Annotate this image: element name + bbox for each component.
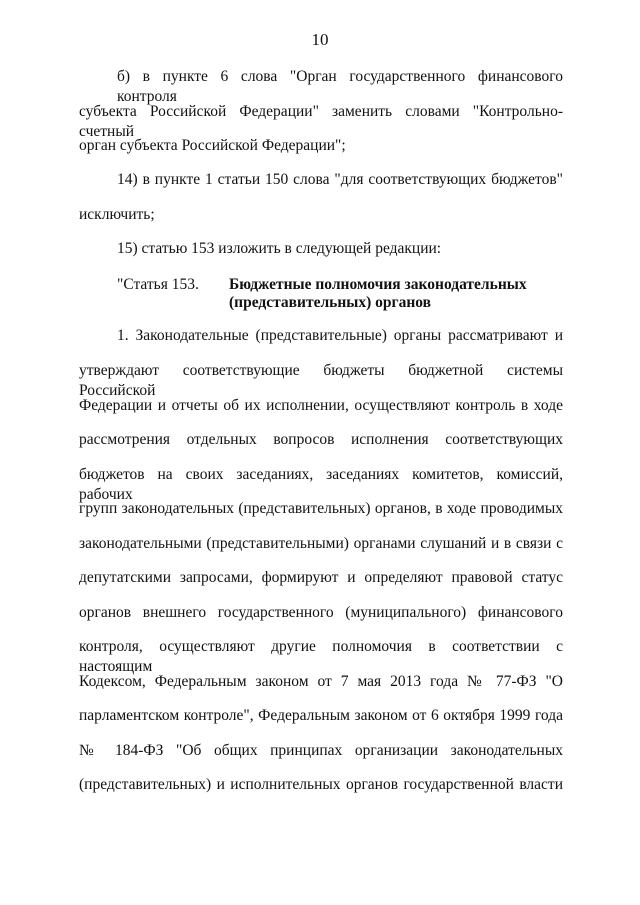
text-line: органов внешнего государственного (муниципального) финансового: [79, 604, 563, 621]
text-line: орган субъекта Российской Федерации";: [79, 137, 346, 154]
text-line: 15) статью 153 изложить в следующей редакции:: [117, 240, 442, 257]
text-line: № 184-ФЗ "Об общих принципах организации законодательных: [79, 742, 563, 759]
article-label: "Статья 153.: [117, 276, 199, 293]
text-line: контроля, осуществляют другие полномочия в соответствии с настоящим: [79, 638, 563, 675]
text-line: 14) в пункте 1 статьи 150 слова "для соответствующих бюджетов": [117, 171, 563, 188]
text-line: б) в пункте 6 слова "Орган государственного финансового контроля: [117, 68, 563, 105]
text-line: Федерации и отчеты об их исполнении, осуществляют контроль в ходе: [79, 397, 563, 414]
text-line: (представительных) и исполнительных органов государственной власти: [79, 776, 563, 793]
text-line: исключить;: [79, 206, 155, 223]
text-line: рассмотрения отдельных вопросов исполнения соответствующих: [79, 431, 563, 448]
article-title-line2: (представительных) органов: [229, 294, 431, 311]
article-title-line1: Бюджетные полномочия законодательных: [229, 276, 527, 293]
text-line: законодательными (представительными) органами слушаний и в связи с: [79, 535, 563, 552]
text-line: 1. Законодательные (представительные) органы рассматривают и: [117, 327, 563, 344]
text-line: Кодексом, Федеральным законом от 7 мая 2013 года № 77-ФЗ "О: [79, 673, 563, 690]
text-line: депутатскими запросами, формируют и определяют правовой статус: [79, 569, 563, 586]
text-line: утверждают соответствующие бюджеты бюджетной системы Российской: [79, 362, 563, 399]
page-number: 10: [311, 30, 329, 49]
text-line: парламентском контроле", Федеральным законом от 6 октября 1999 года: [79, 707, 563, 724]
text-line: бюджетов на своих заседаниях, заседаниях комитетов, комиссий, рабочих: [79, 466, 563, 503]
text-line: групп законодательных (представительных) органов, в ходе проводимых: [79, 500, 563, 517]
text-line: субъекта Российской Федерации" заменить словами "Контрольно-счетный: [79, 103, 563, 140]
